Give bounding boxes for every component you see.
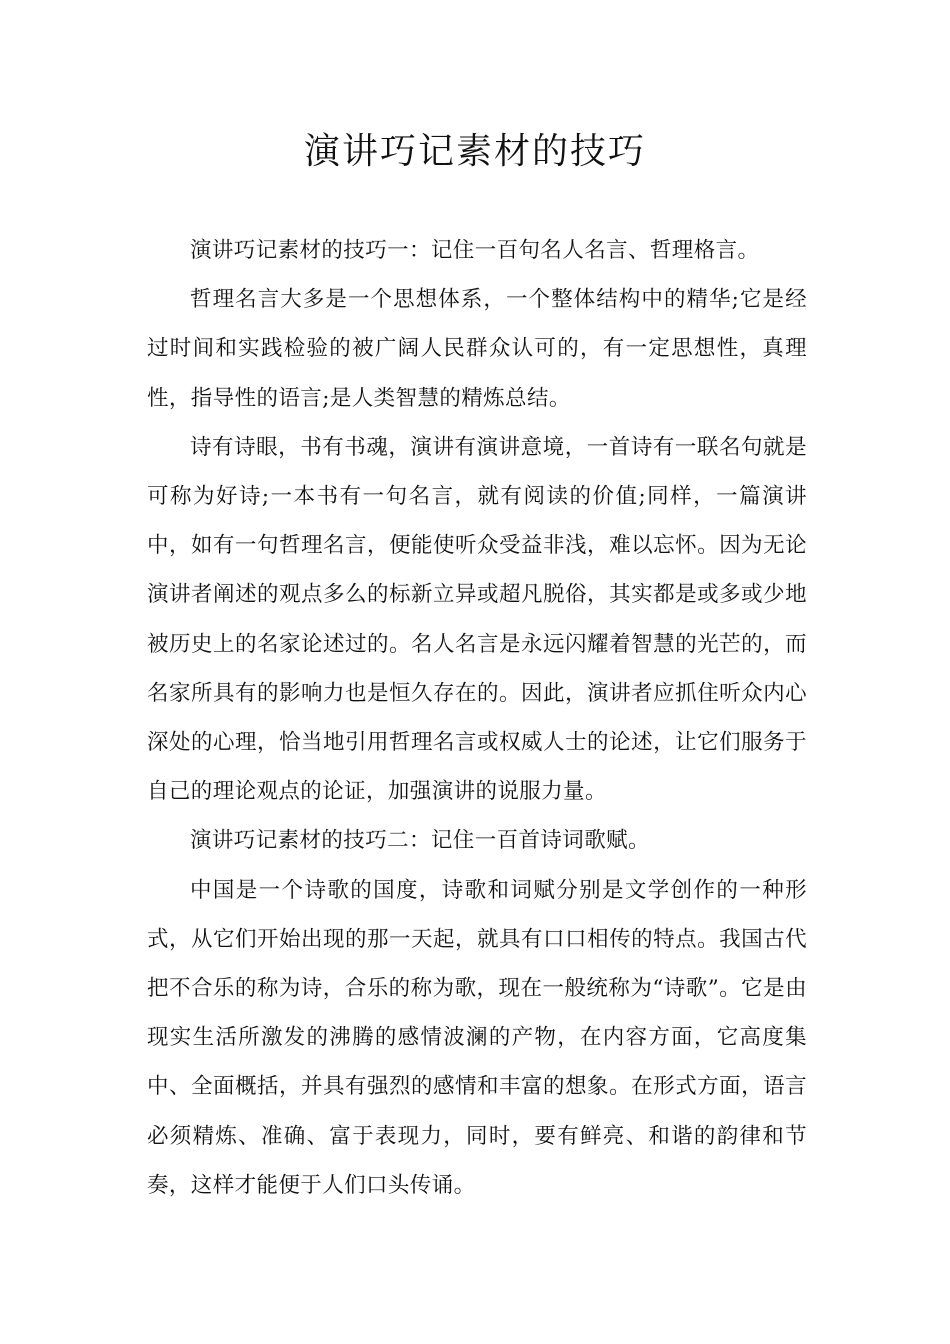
paragraph-tip-one-heading: 演讲巧记素材的技巧一：记住一百句名人名言、哲理格言。	[190, 238, 760, 263]
paragraph-tip-two-heading: 演讲巧记素材的技巧二：记住一百首诗词歌赋。	[190, 828, 650, 854]
document-body	[147, 226, 807, 1210]
paragraph-quotes-value: 诗有诗眼，书有书魂，演讲有演讲意境，一首诗有一联名句就是可称为好诗;一本书有一句名言，就有阅读的价值;同样，一篇演讲中，如有一句哲理名言，便能使听众受益非浅，难以忘怀。因为无论演讲者阐述的观点多么的标新立异或超凡脱俗，其实都是或多或少地被历史上的名家论述过的。名人名言是永远闪耀着智慧的光芒的，而名家所具有的影响力也是恒久存在的。因此，演讲者应抓住听众内心深处的心理，恰当地引用哲理名言或权威人士的论述，让它们服务于自己的理论观点的论证，加强演讲的说服力量。	[147, 434, 807, 805]
paragraph-quotes-explanation: 哲理名言大多是一个思想体系，一个整体结构中的精华;它是经过时间和实践检验的被广阔人民群众认可的，有一定思想性，真理性，指导性的语言;是人类智慧的精炼总结。	[147, 287, 807, 411]
document-title: 演讲巧记素材的技巧	[303, 131, 646, 172]
paragraph-poetry-explanation: 中国是一个诗歌的国度，诗歌和词赋分别是文学创作的一种形式，从它们开始出现的那一天起，就具有口口相传的特点。我国古代把不合乐的称为诗，合乐的称为歌，现在一般统称为“诗歌”。它是由现实生活所激发的沸腾的感情波澜的产物，在内容方面，它高度集中、全面概括，并具有强烈的感情和丰富的想象。在形式方面，语言必须精炼、准确、富于表现力，同时，要有鲜亮、和谐的韵律和节奏，这样才能便于人们口头传诵。	[147, 877, 807, 1198]
